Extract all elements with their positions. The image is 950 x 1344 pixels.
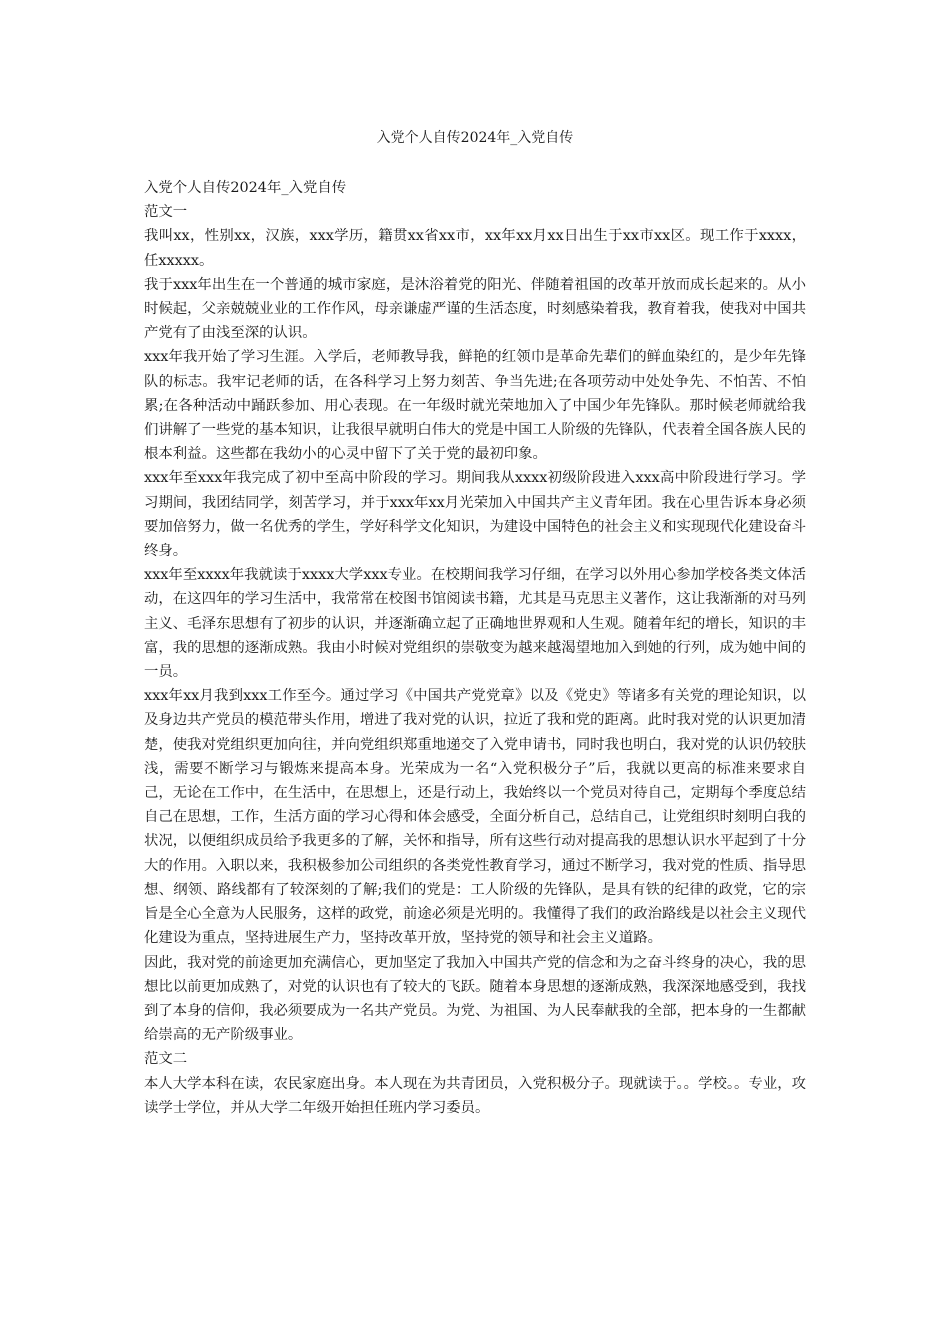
paragraph-1-2: 我于xxx年出生在一个普通的城市家庭，是沐浴着党的阳光、伴随着祖国的改革开放而成长起来的。从小时候起，父亲兢兢业业的工作作风，母亲谦虚严谨的生活态度，时刻感染着我，教育着我，使我对中国共产党有了由浅至深的认识。 xyxy=(144,276,806,342)
section-label-2: 范文二 xyxy=(144,1051,188,1068)
document-subtitle: 入党个人自传2024年_入党自传 xyxy=(144,180,347,196)
paragraph-1-4: xxx年至xxx年我完成了初中至高中阶段的学习。期间我从xxxx初级阶段进入xxx高中阶段进行学习。学习期间，我团结同学，刻苦学习，并于xxx年xx月光荣加入中国共产主义青年团。我在心里告诉本身必须要加倍努力，做一名优秀的学生，学好科学文化知识，为建设中国特色的社会主义和实现现代化建设奋斗终身。 xyxy=(144,470,806,560)
section-label-1: 范文一 xyxy=(144,204,188,221)
paragraph-1-5: xxx年至xxxx年我就读于xxxx大学xxx专业。在校期间我学习仔细，在学习以外用心参加学校各类文体活动，在这四年的学习生活中，我常常在校图书馆阅读书籍，尤其是马克思主义著作，这让我渐渐的对马列主义、毛泽东思想有了初步的认识，并逐渐确立起了正确地世界观和人生观。随着年纪的增长，知识的丰富，我的思想的逐渐成熟。我由小时候对党组织的崇敬变为越来越渴望地加入到她的行列，成为她中间的一员。 xyxy=(144,567,806,681)
paragraph-1-1: 我叫xx，性别xx，汉族，xxx学历，籍贯xx省xx市，xx年xx月xx日出生于xx市xx区。现工作于xxxx，任xxxxx。 xyxy=(144,228,806,269)
paragraph-2-1: 本人大学本科在读，农民家庭出身。本人现在为共青团员，入党积极分子。现就读于。。学校。。专业，攻读学士学位，并从大学二年级开始担任班内学习委员。 xyxy=(144,1075,806,1116)
document-title: 入党个人自传2024年_入党自传 xyxy=(376,130,574,146)
paragraph-1-6: xxx年xx月我到xxx工作至今。通过学习《中国共产党党章》以及《党史》等诸多有关党的理论知识，以及身边共产党员的模范带头作用，增进了我对党的认识，拉近了我和党的距离。此时我对党的认识更加清楚，使我对党组织更加向往，并向党组织郑重地递交了入党申请书，同时我也明白，我对党的认识仍较肤浅，需要不断学习与锻炼来提高本身。光荣成为一名“入党积极分子”后，我就以更高的标准来要求自己，无论在工作中，在生活中，在思想上，还是行动上，我始终以一个党员对待自己，定期每个季度总结自己在思想，工作，生活方面的学习心得和体会感受，全面分析自己，总结自己，让党组织时刻明白我的状况，以便组织成员给予我更多的了解，关怀和指导，所有这些行动对提高我的思想认识水平起到了十分大的作用。入职以来，我积极参加公司组织的各类党性教育学习，通过不断学习，我对党的性质、指导思想、纲领、路线都有了较深刻的了解;我们的党是：工人阶级的先锋队，是具有铁的纪律的政党，它的宗旨是全心全意为人民服务，这样的政党，前途必须是光明的。我懂得了我们的政治路线是以社会主义现代化建设为重点，坚持进展生产力，坚持改革开放，坚持党的领导和社会主义道路。 xyxy=(144,688,806,947)
document-body xyxy=(144,176,806,1120)
paragraph-1-3: xxx年我开始了学习生涯。入学后，老师教导我，鲜艳的红领巾是革命先辈们的鲜血染红的，是少年先锋队的标志。我牢记老师的话，在各科学习上努力刻苦、争当先进;在各项劳动中处处争先、不怕苦、不怕累;在各种活动中踊跃参加、用心表现。在一年级时就光荣地加入了中国少年先锋队。那时候老师就给我们讲解了一些党的基本知识，让我很早就明白伟大的党是中国工人阶级的先锋队，代表着全国各族人民的根本利益。这些都在我幼小的心灵中留下了关于党的最初印象。 xyxy=(144,349,806,463)
paragraph-1-7: 因此，我对党的前途更加充满信心，更加坚定了我加入中国共产党的信念和为之奋斗终身的决心，我的思想比以前更加成熟了，对党的认识也有了较大的飞跃。随着本身思想的逐渐成熟，我深深地感受到，我找到了本身的信仰，我必须要成为一名共产党员。为党、为祖国、为人民奉献我的全部，把本身的一生都献给崇高的无产阶级事业。 xyxy=(144,954,806,1044)
